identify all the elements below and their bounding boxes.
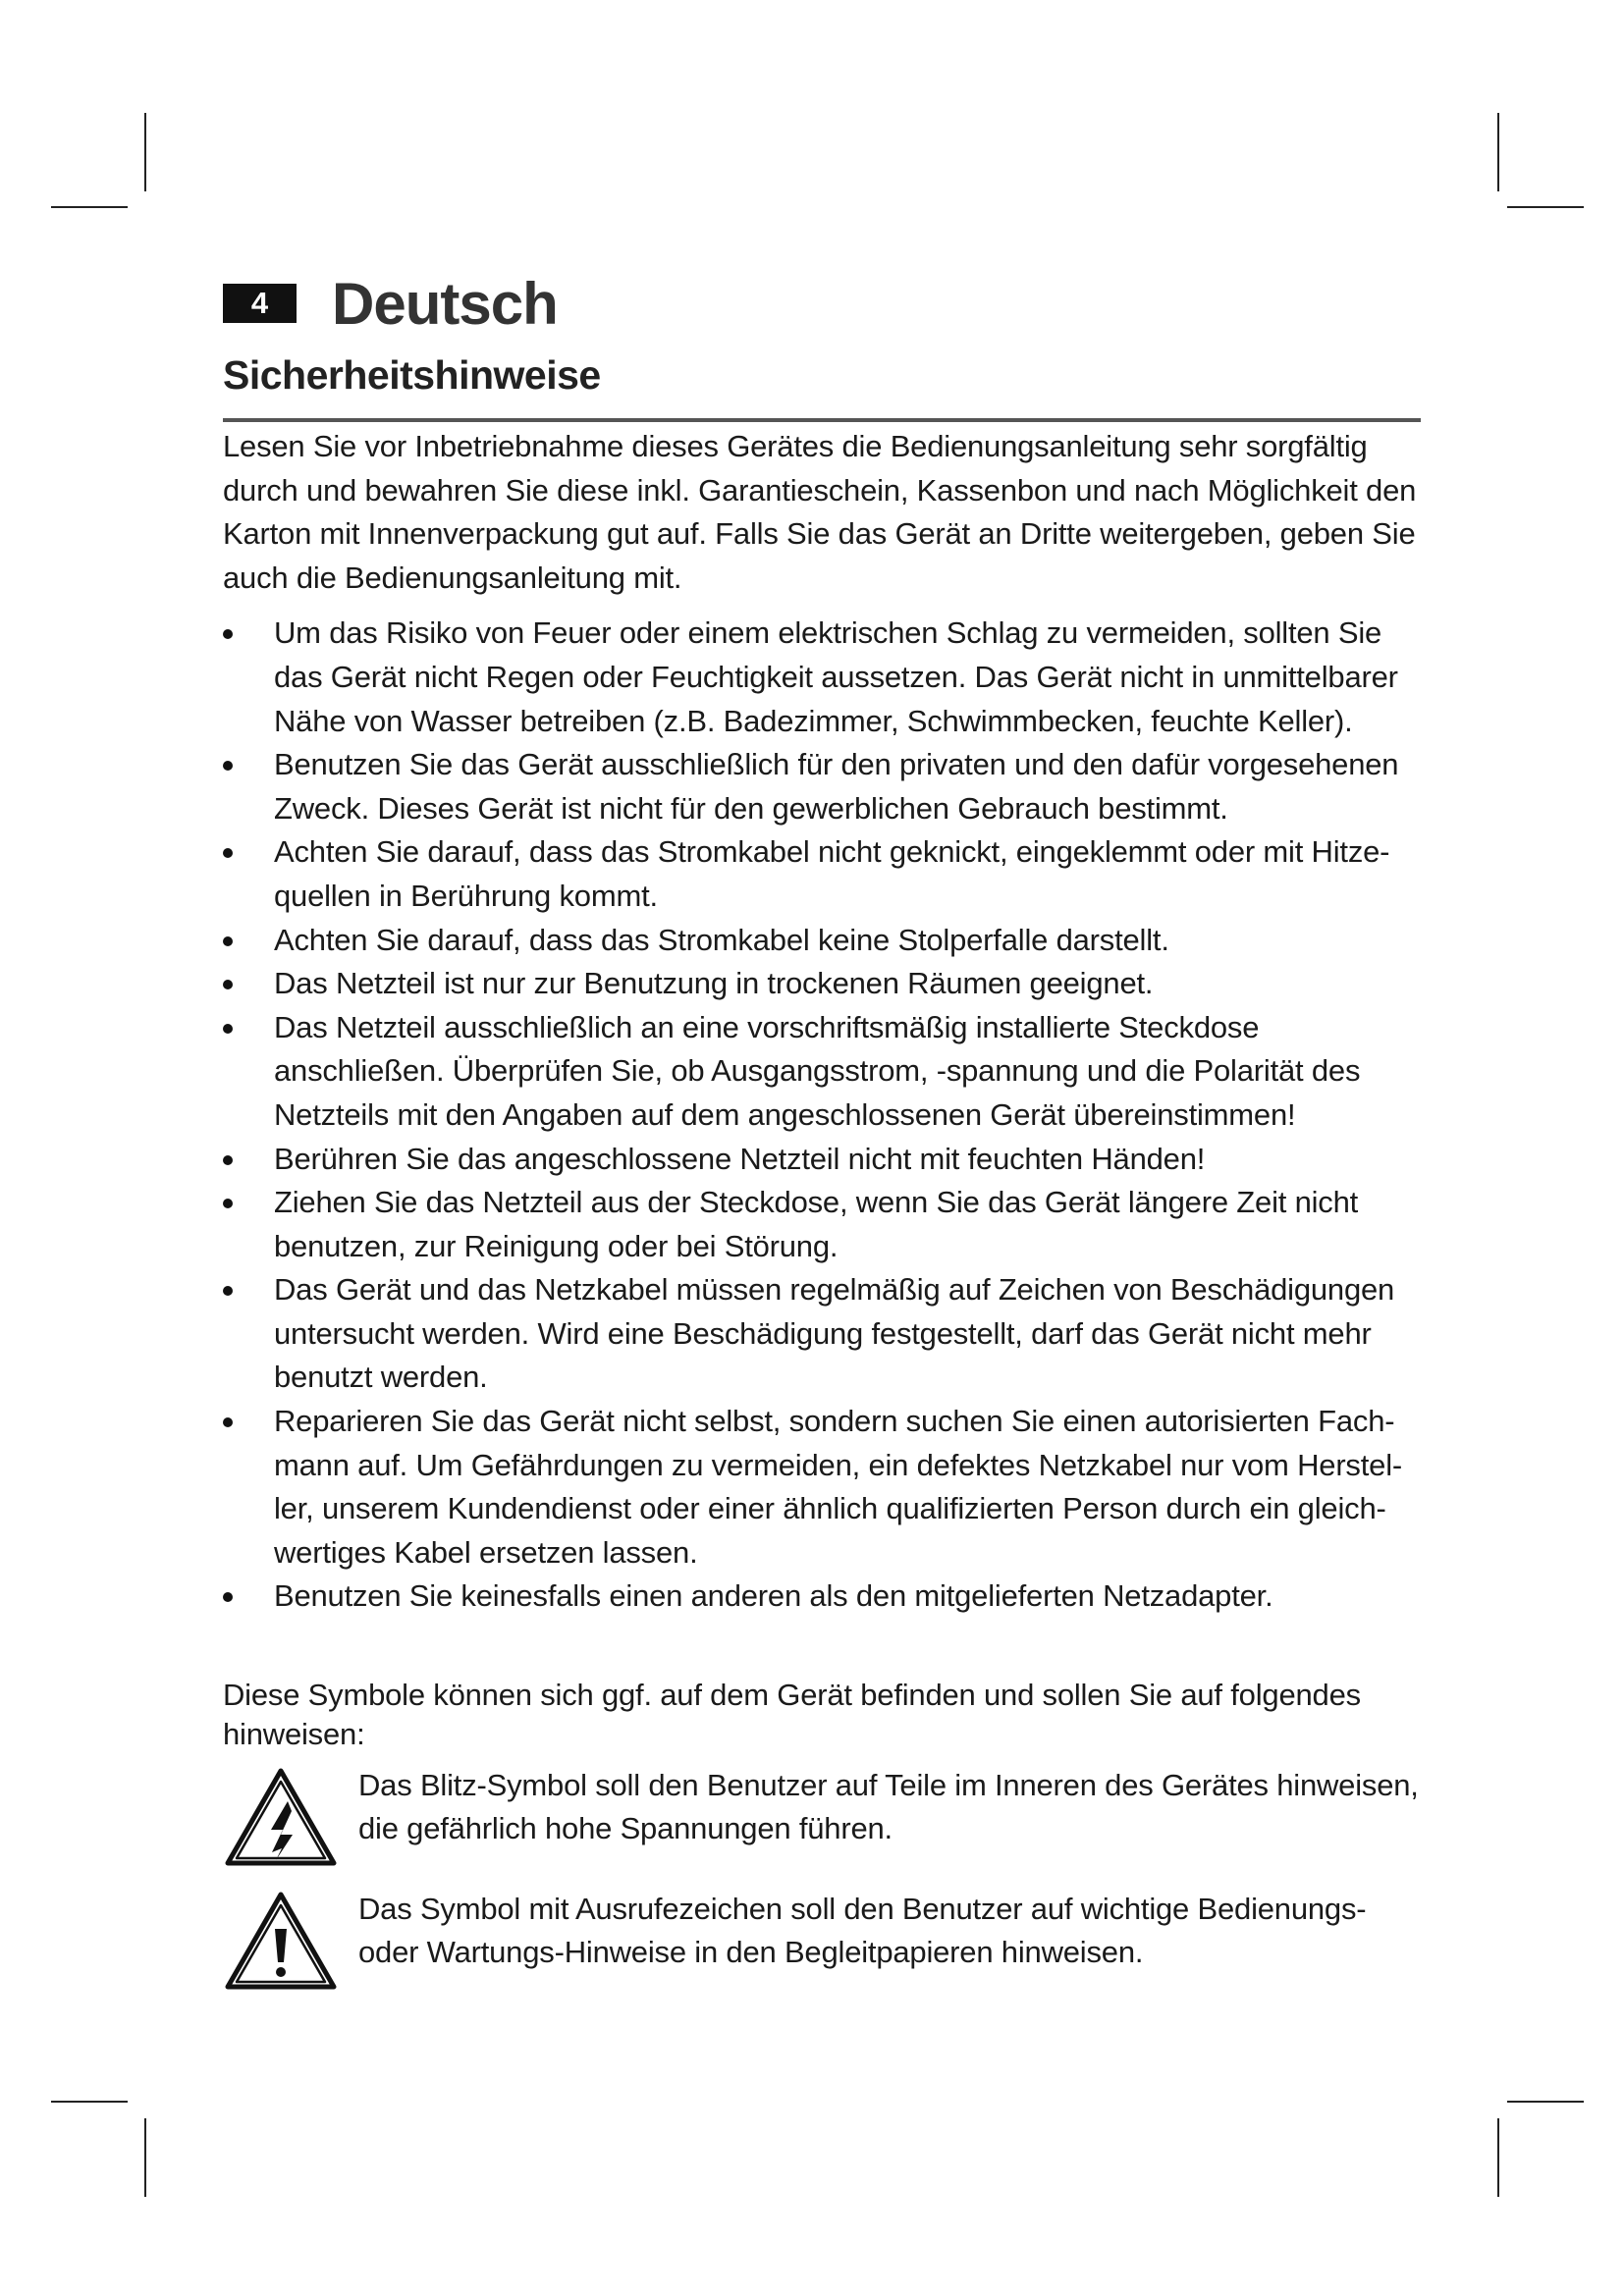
- bullet-icon: [223, 1417, 233, 1427]
- section-divider: [223, 418, 1421, 422]
- bullet-icon: [223, 1592, 233, 1602]
- bullet-icon: [223, 629, 233, 639]
- list-item: Benutzen Sie das Gerät ausschließlich für den privaten und den dafür vorgesehenen Zweck. Dieses Gerät ist nicht für den gewerblichen Gebrauch bestimmt.: [223, 743, 1431, 830]
- page-header: [223, 271, 1421, 422]
- crop-mark-top-left-vertical: [144, 113, 146, 191]
- crop-mark-top-left-horizontal: [51, 206, 128, 208]
- bullet-icon: [223, 848, 233, 858]
- language-title: Deutsch: [332, 270, 558, 337]
- exclamation-warning-icon: [223, 1890, 339, 1992]
- crop-mark-bottom-left-horizontal: [51, 2101, 128, 2103]
- bullet-icon: [223, 1155, 233, 1165]
- bullet-icon: [223, 761, 233, 771]
- list-item: Achten Sie darauf, dass das Stromkabel nicht geknickt, eingeklemmt oder mit Hitze-quellen in Berührung kommt.: [223, 830, 1431, 918]
- list-item: Das Netzteil ist nur zur Benutzung in trockenen Räumen geeignet.: [223, 962, 1431, 1006]
- list-item: Das Netzteil ausschließlich an eine vorschriftsmäßig installierte Steckdose anschließen. Überprüfen Sie, ob Ausgangsstrom, -spannung und die Polarität des Netzteils mit den Angaben auf dem angeschlossenen Gerät übereinstimmen!: [223, 1006, 1431, 1138]
- page-number-badge: 4: [223, 284, 297, 323]
- list-item: Achten Sie darauf, dass das Stromkabel keine Stolperfalle darstellt.: [223, 919, 1431, 963]
- symbol-row-exclamation: [223, 1886, 1431, 1992]
- intro-paragraph: Lesen Sie vor Inbetriebnahme dieses Gerätes die Bedienungsanleitung sehr sorgfältig durch und bewahren Sie diese inkl. Garantieschein, Kassenbon und nach Möglichkeit den Karton mit Innenverpackung gut auf. Falls Sie das Gerät an Dritte weitergeben, geben Sie auch die Bedienungsanleitung mit.: [223, 429, 1417, 595]
- list-item: Ziehen Sie das Netzteil aus der Steckdose, wenn Sie das Gerät längere Zeit nicht benutzen, zur Reinigung oder bei Störung.: [223, 1181, 1431, 1268]
- bullet-icon: [223, 1199, 233, 1208]
- list-item: Reparieren Sie das Gerät nicht selbst, sondern suchen Sie einen autorisierten Fach-mann auf. Um Gefährdungen zu vermeiden, ein defektes Netzkabel nur vom Herstel-ler, unserem Kundendienst oder einer ähnlich qualifizierten Person durch ein gleich-wertiges Kabel ersetzen lassen.: [223, 1400, 1431, 1575]
- crop-mark-top-right-vertical: [1497, 113, 1499, 191]
- document-body: [223, 425, 1431, 1992]
- list-item: Benutzen Sie keinesfalls einen anderen als den mitgelieferten Netzadapter.: [223, 1575, 1431, 1619]
- symbol-description: Das Blitz-Symbol soll den Benutzer auf Teile im Inneren des Gerätes hinweisen, die gefährlich hohe Spannungen führen.: [358, 1768, 1419, 1846]
- bullet-icon: [223, 1024, 233, 1034]
- crop-mark-bottom-right-horizontal: [1507, 2101, 1584, 2103]
- bullet-icon: [223, 980, 233, 989]
- bullet-icon: [223, 1286, 233, 1296]
- bullet-icon: [223, 936, 233, 946]
- list-item: Das Gerät und das Netzkabel müssen regelmäßig auf Zeichen von Beschädigungen untersucht werden. Wird eine Beschädigung festgestellt, darf das Gerät nicht mehr benutzt werden.: [223, 1268, 1431, 1400]
- crop-mark-top-right-horizontal: [1507, 206, 1584, 208]
- symbol-description: Das Symbol mit Ausrufezeichen soll den Benutzer auf wichtige Bedienungs- oder Wartungs-Hinweise in den Begleitpapieren hinweisen.: [358, 1892, 1367, 1970]
- list-item: Berühren Sie das angeschlossene Netzteil nicht mit feuchten Händen!: [223, 1138, 1431, 1182]
- symbols-intro: Diese Symbole können sich ggf. auf dem Gerät befinden und sollen Sie auf folgendes hinweisen:: [223, 1678, 1361, 1752]
- list-item: Um das Risiko von Feuer oder einem elektrischen Schlag zu vermeiden, sollten Sie das Gerät nicht Regen oder Feuchtigkeit aussetzen. Das Gerät nicht in unmittelbarer Nähe von Wasser betreiben (z.B. Badezimmer, Schwimmbecken, feuchte Keller).: [223, 612, 1431, 743]
- crop-mark-bottom-right-vertical: [1497, 2118, 1499, 2197]
- section-title: Sicherheitshinweise: [223, 352, 601, 398]
- lightning-warning-icon: [223, 1766, 339, 1868]
- title-row: [223, 271, 1421, 336]
- safety-list: [223, 612, 1431, 1619]
- crop-mark-bottom-left-vertical: [144, 2118, 146, 2197]
- symbol-row-lightning: [223, 1762, 1431, 1868]
